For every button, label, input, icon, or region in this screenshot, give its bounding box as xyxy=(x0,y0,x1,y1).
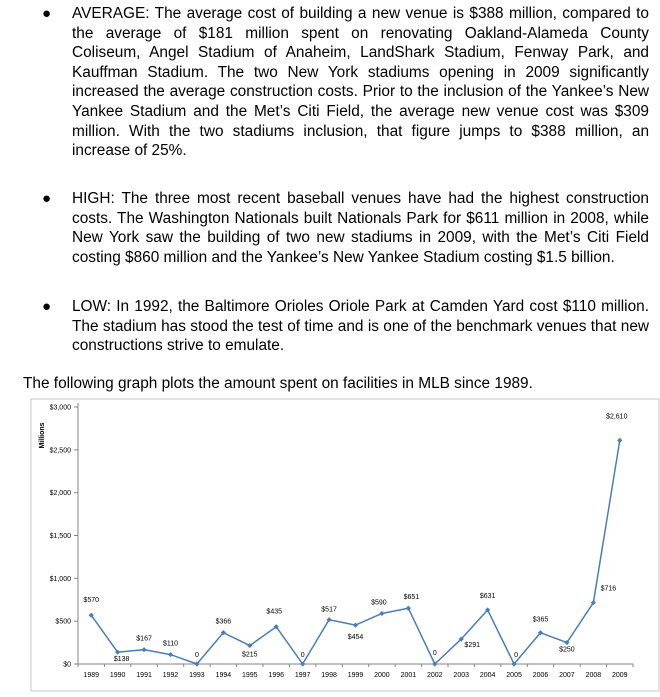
data-label: $570 xyxy=(83,597,100,605)
bullet-dot-icon: ● xyxy=(42,298,52,315)
x-tick-label: 2000 xyxy=(374,672,390,679)
x-tick-label: 1997 xyxy=(294,672,311,679)
bullet-average xyxy=(42,4,649,161)
data-label: $291 xyxy=(464,642,481,650)
x-tick-label: 1994 xyxy=(215,672,232,679)
data-label: $454 xyxy=(347,634,364,642)
x-tick-label: 2004 xyxy=(479,672,496,679)
data-point xyxy=(617,438,622,443)
y-tick-label: $3,000 xyxy=(49,404,71,412)
y-tick-label: $0 xyxy=(63,661,71,669)
data-label: $366 xyxy=(215,618,232,626)
bullet-text: The three most recent baseball venues have had the highest construction costs. The Washington Nationals built Nationals Park for $611 million in 2008, while New York saw the building of two new stadiums in 2009, with the Met’s Citi Field costing $860 million and the Yankee’s New Yankee Stadium costing $1.5 billion. xyxy=(72,190,649,266)
x-tick-label: 2003 xyxy=(453,672,470,679)
y-axis-title: Millions xyxy=(39,422,46,449)
bullet-low xyxy=(42,297,649,356)
x-tick-label: 1999 xyxy=(347,672,364,679)
data-label: $110 xyxy=(162,640,179,648)
y-tick-label: $2,000 xyxy=(49,490,71,498)
bullet-label: AVERAGE: xyxy=(72,5,150,22)
bullet-text: In 1992, the Baltimore Orioles Oriole Park at Camden Yard cost $110 million. The stadium has stood the test of time and is one of the benchmark venues that new constructions strive to emulate. xyxy=(72,298,649,355)
data-label: $435 xyxy=(266,608,283,616)
data-point xyxy=(379,611,384,616)
x-tick-label: 1996 xyxy=(268,672,285,679)
data-label: 0 xyxy=(514,652,519,659)
data-label: $631 xyxy=(479,592,496,600)
x-tick-label: 2001 xyxy=(400,672,417,679)
y-tick-label: $1,000 xyxy=(49,575,71,583)
x-tick-label: 1991 xyxy=(136,672,152,679)
chart-container xyxy=(0,395,660,692)
x-tick-label: 1989 xyxy=(83,672,100,679)
data-label: $651 xyxy=(403,594,420,602)
line-chart xyxy=(0,395,660,692)
chart-intro: The following graph plots the amount spent on facilities in MLB since 1989. xyxy=(23,375,533,392)
data-label: 0 xyxy=(300,652,305,659)
data-label: $167 xyxy=(136,635,152,643)
bullet-dot-icon: ● xyxy=(42,190,52,207)
data-point xyxy=(168,652,173,657)
bullet-label: LOW: xyxy=(72,298,112,315)
y-tick-label: $1,500 xyxy=(49,533,71,540)
data-point xyxy=(406,606,411,611)
data-label: $2,610 xyxy=(606,413,628,421)
x-tick-label: 1990 xyxy=(109,672,126,679)
data-label: $215 xyxy=(241,651,258,659)
data-label: $590 xyxy=(371,599,387,607)
data-point xyxy=(353,623,358,628)
x-tick-label: 1995 xyxy=(241,672,258,679)
y-tick-label: $500 xyxy=(55,618,71,626)
bullet-dot-icon: ● xyxy=(42,5,52,22)
data-label: $716 xyxy=(600,585,617,593)
data-label: $138 xyxy=(113,656,130,664)
data-label: 0 xyxy=(432,650,437,657)
bullet-high xyxy=(42,189,649,267)
x-tick-label: 2006 xyxy=(532,672,549,679)
data-label: $517 xyxy=(321,606,337,614)
data-point xyxy=(141,647,146,652)
x-tick-label: 2007 xyxy=(559,672,575,679)
data-label: $250 xyxy=(559,646,575,654)
data-label: 0 xyxy=(194,652,199,659)
x-tick-label: 2008 xyxy=(585,672,602,679)
x-tick-label: 2005 xyxy=(506,672,522,679)
x-tick-label: 2009 xyxy=(611,672,628,679)
bullet-text: The average cost of building a new venue is $388 million, compared to the average of $181 million spent on renovating Oakland-Alameda County Coliseum, Angel Stadium of Anaheim, LandShark Stadium, Fenway Park, and Kauffman Stadium. The two New York stadiums opening in 2009 significantly increased the average construction costs. Prior to the inclusion of the Yankee’s New Yankee Stadium and the Met’s Citi Field, the average new venue cost was $309 million. With the two stadiums inclusion, that figure jumps to $388 million, an increase of 25%. xyxy=(72,5,649,160)
x-tick-label: 1992 xyxy=(162,672,179,679)
x-tick-label: 1998 xyxy=(321,672,337,679)
x-tick-label: 2002 xyxy=(426,672,443,679)
data-label: $365 xyxy=(532,616,549,624)
x-tick-label: 1993 xyxy=(189,672,205,679)
y-tick-label: $2,500 xyxy=(49,447,71,455)
bullet-label: HIGH: xyxy=(72,190,115,207)
